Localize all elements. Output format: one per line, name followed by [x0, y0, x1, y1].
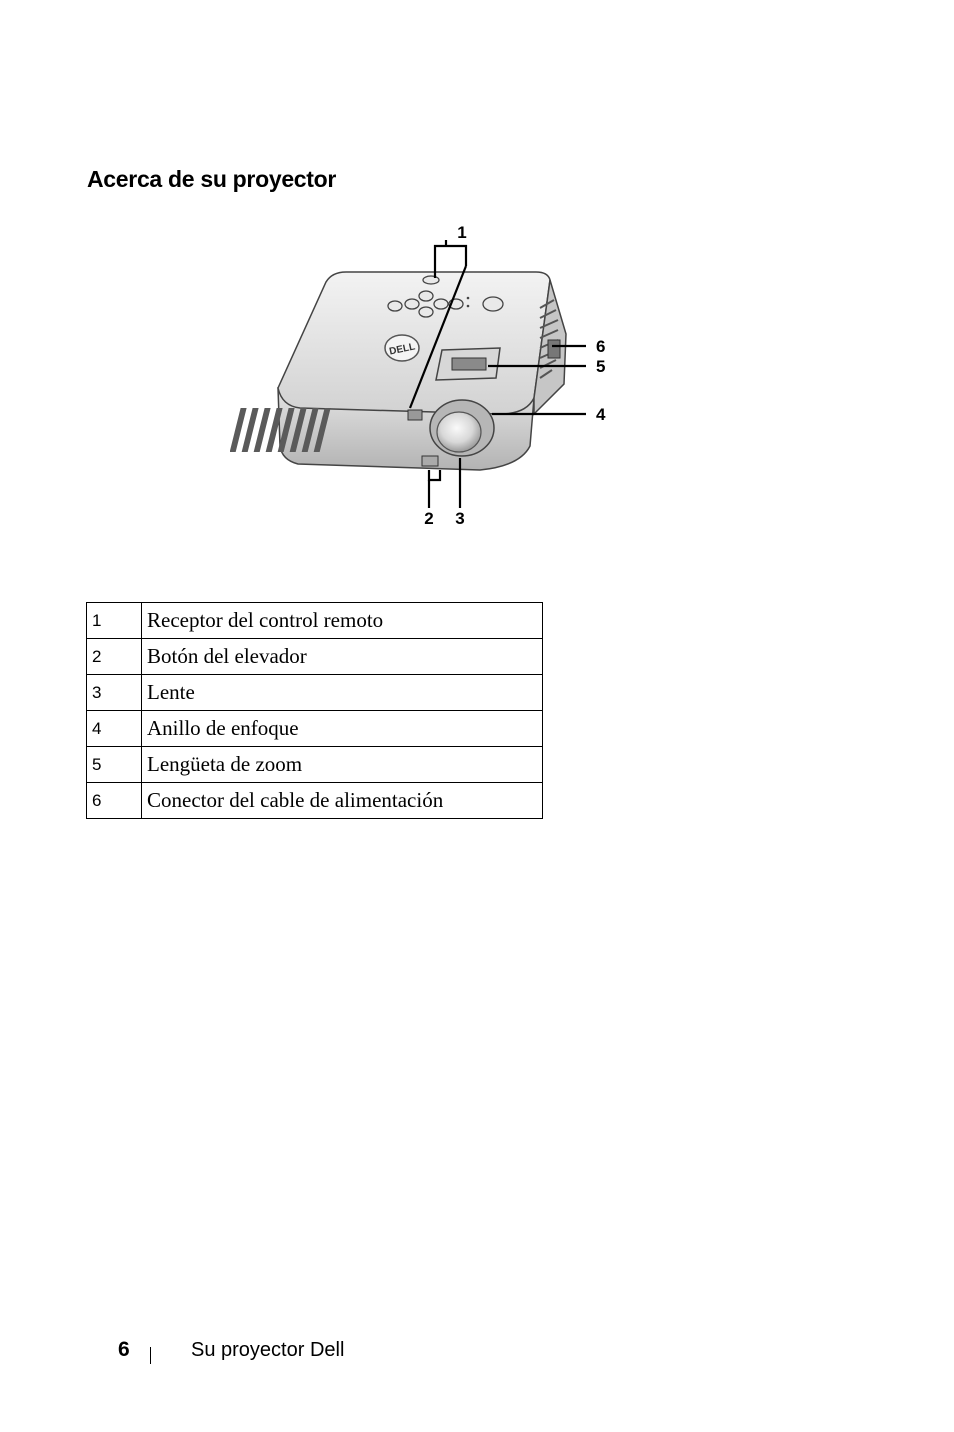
section-title: Acerca de su proyector — [87, 166, 337, 192]
table-row — [87, 675, 543, 711]
dell-logo — [385, 335, 419, 361]
page-number: 6 — [118, 1338, 130, 1361]
table-row — [87, 603, 543, 639]
part-description: Conector del cable de alimentación — [142, 783, 543, 819]
part-description: Anillo de enfoque — [142, 711, 543, 747]
table-row — [87, 639, 543, 675]
projector-figure — [230, 218, 650, 530]
table-row — [87, 711, 543, 747]
part-description: Botón del elevador — [142, 639, 543, 675]
part-number: 3 — [87, 675, 142, 711]
part-number: 2 — [87, 639, 142, 675]
power-connector — [548, 340, 560, 358]
part-number: 6 — [87, 783, 142, 819]
remote-receiver — [408, 410, 422, 420]
part-description: Lengüeta de zoom — [142, 747, 543, 783]
table-row — [87, 783, 543, 819]
part-number: 1 — [87, 603, 142, 639]
svg-text:DELL: DELL — [388, 341, 417, 358]
part-number: 5 — [87, 747, 142, 783]
callout-4: 4 — [596, 405, 606, 424]
part-number: 4 — [87, 711, 142, 747]
footer-divider — [150, 1347, 151, 1364]
callout-1: 1 — [457, 223, 467, 242]
part-description: Receptor del control remoto — [142, 603, 543, 639]
part-description: Lente — [142, 675, 543, 711]
projector-illustration — [230, 218, 650, 530]
parts-table — [86, 602, 543, 819]
callout-5: 5 — [596, 357, 606, 376]
table-row — [87, 747, 543, 783]
callout-3: 3 — [455, 509, 465, 528]
callout-2: 2 — [424, 509, 434, 528]
footer-title: Su proyector Dell — [191, 1339, 345, 1361]
elevator-button — [422, 456, 438, 466]
callout-6: 6 — [596, 337, 606, 356]
lens — [437, 412, 481, 452]
